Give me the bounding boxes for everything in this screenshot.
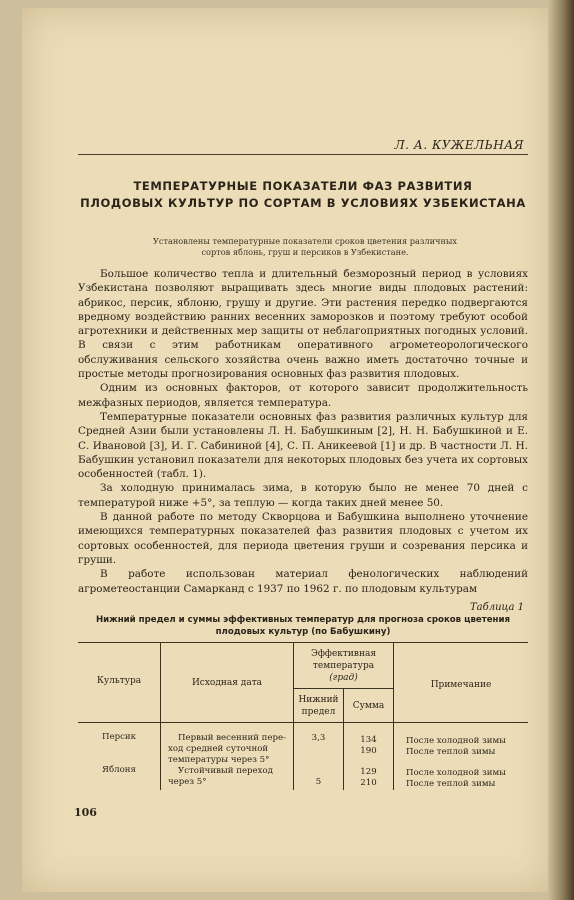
table-heading [78, 614, 528, 638]
paragraph: Одним из основных факторов, от которого зависит продолжительность межфазных периодов, является температура. [78, 382, 528, 409]
row-sum: 134 [360, 735, 377, 745]
row-date-line: температуры через 5° [168, 755, 270, 765]
paragraph: За холодную принималась зима, в которую было не менее 70 дней с температурой ниже +5°, за теплую — когда таких дней менее 50. [78, 482, 528, 509]
table-heading-line: плодовых культур (по Бабушкину) [215, 627, 391, 637]
title-line: ТЕМПЕРАТУРНЫЕ ПОКАЗАТЕЛИ ФАЗ РАЗВИТИЯ [133, 179, 473, 193]
row-notes [406, 768, 528, 790]
table-col-divider [393, 642, 394, 790]
col-header-effective-temp [294, 648, 393, 684]
body-text [78, 267, 528, 596]
row-sums [344, 767, 393, 789]
col-header-line: Нижний [298, 695, 339, 705]
page-number: 106 [74, 806, 97, 819]
row-date-line: Первый весенний пере- [178, 733, 286, 743]
abstract-line: сортов яблонь, груш и персиков в Узбекистане. [201, 247, 409, 257]
row-date [168, 766, 292, 788]
abstract [100, 236, 510, 258]
col-header-line: (град) [329, 673, 358, 683]
row-note: После теплой зимы [406, 747, 496, 757]
row-notes [406, 736, 528, 758]
row-lower-limit: 3,3 [311, 733, 326, 743]
row-note: После теплой зимы [406, 779, 496, 789]
table-caption: Таблица 1 [469, 602, 524, 613]
book-spine [548, 0, 574, 900]
row-date-line: через 5° [168, 777, 207, 787]
col-header-line: Эффективная [310, 649, 376, 659]
paragraph: Большое количество тепла и длительный безморозный период в условиях Узбекистана позволяют выращивать здесь многие виды плодовых растений: абрикос, персик, яблоню, грушу и другие. Эти растения передко подвергаются вредному воздействию ранних весенних заморозков и поэтому требуют особой агротехники и действенных мер защиты от неблагоприятных погодных условий. В связи с этим работникам оперативного агрометеорологического обслуживания сельского хозяйства очень важно иметь достаточно точные и простые методы прогнозирования основных фаз развития плодовых. [78, 268, 528, 381]
row-date-line: ход средней суточной [168, 744, 269, 754]
row-note: После холодной зимы [406, 768, 507, 778]
row-date [168, 733, 292, 766]
row-sum: 129 [360, 767, 377, 777]
col-header-sum: Сумма [352, 701, 385, 711]
col-header-line: температура [312, 661, 375, 671]
row-lower-limit: 5 [315, 777, 322, 787]
table-col-divider [160, 642, 161, 790]
row-sum: 190 [360, 746, 377, 756]
abstract-line: Установлены температурные показатели сроков цветения различных [152, 236, 458, 246]
col-header-date: Исходная дата [191, 678, 263, 688]
row-culture: Персик [102, 732, 136, 742]
paragraph: В работе использован материал фенологических наблюдений агрометеостанции Самарканд с 1937 по 1962 г. по плодовым культурам [78, 568, 528, 595]
row-sums [344, 735, 393, 757]
author-name: Л. А. КУЖЕЛЬНАЯ [394, 138, 524, 152]
table-header-rule [78, 722, 528, 723]
col-header-lower-limit [294, 694, 343, 718]
title-line: ПЛОДОВЫХ КУЛЬТУР ПО СОРТАМ В УСЛОВИЯХ УЗБЕКИСТАНА [80, 196, 526, 210]
header-rule [78, 154, 528, 155]
col-header-culture: Культура [96, 676, 142, 686]
row-culture: Яблоня [102, 765, 136, 775]
col-header-note: Примечание [430, 680, 492, 690]
paragraph: В данной работе по методу Скворцова и Бабушкина выполнено уточнение имеющихся температурных показателей фаз развития плодовых с учетом их сортовых особенностей, для периода цветения груши и созревания персика и груши. [78, 511, 528, 566]
col-header-line: предел [301, 707, 336, 717]
row-date-line: Устойчивый переход [178, 766, 273, 776]
table-top-rule [78, 642, 528, 643]
row-note: После холодной зимы [406, 736, 507, 746]
article-title [78, 178, 528, 212]
paragraph: Температурные показатели основных фаз развития различных культур для Средней Азии были установлены Л. Н. Бабушкиным [2], Н. Н. Бабушкиной и Е. С. Ивановой [3], И. Г. Сабининой [4], С. П. Аникеевой [1] и др. В частности Л. Н. Бабушкин установил показатели для некоторых плодовых без учета их сортовых особенностей (табл. 1). [78, 410, 528, 481]
table-heading-line: Нижний предел и суммы эффективных температур для прогноза сроков цветения [95, 615, 511, 625]
row-sum: 210 [360, 778, 377, 788]
